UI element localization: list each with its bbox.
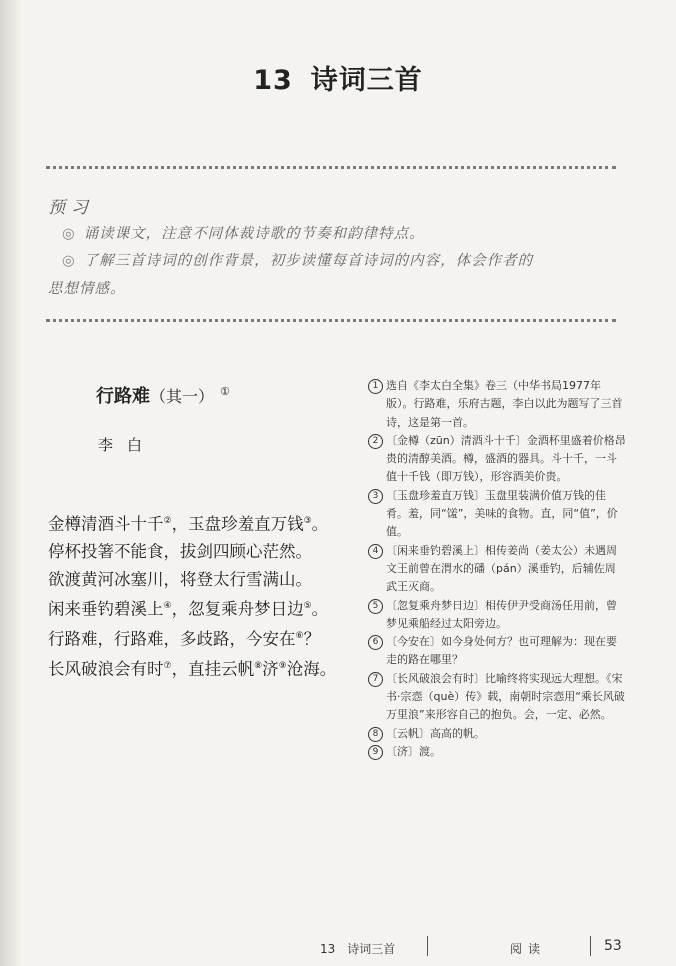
poem-title [96,382,230,408]
preview-item-2 [62,249,533,270]
page-spine-shadow [0,0,22,966]
preview-heading: 预习 [48,198,94,218]
lesson-title [0,58,676,97]
footnote-mark: 7 [368,672,383,687]
poem-line: 行路难，行路难，多歧路，今安在⑥？ [48,629,321,649]
footnote: 7 〔长风破浪会有时〕比喻终将实现远大理想。《宋书·宗悫（què）传》载，南朝时宗悫用“乘长风破万里浪”来形容自己的抱负。会，一定、必然。 [368,670,626,725]
poem-line: 欲渡黄河冰塞川，将登太行雪满山。 [48,569,312,589]
footnote-mark: 4 [368,544,383,559]
poem-author: 李白 [98,436,157,454]
bullet-icon: ◎ [62,253,76,269]
footnote-mark: 3 [368,489,383,504]
footnote-mark: 9 [368,745,383,760]
dotted-divider-bottom [46,319,616,322]
footer-divider [590,936,591,956]
footnote: 5 〔忽复乘舟梦日边〕相传伊尹受商汤任用前，曾梦见乘船经过太阳旁边。 [368,597,626,634]
dotted-divider-top [46,166,616,169]
footnote: 8 〔云帆〕高高的帆。 [368,725,626,743]
footnote: 4 〔闲来垂钓碧溪上〕相传姜尚（姜太公）未遇周文王前曾在渭水的磻（pán）溪垂钓，后辅佐周武王灭商。 [368,542,626,597]
preview-item-1 [62,222,425,243]
footnote-mark: 2 [368,434,383,449]
footer-chapter: 13 诗词三首 [320,942,396,956]
footnote: 6 〔今安在〕如今身处何方？也可理解为：现在要走的路在哪里？ [368,633,626,670]
footnote: 2 〔金樽（zūn）清酒斗十千〕金酒杯里盛着价格昂贵的清醇美酒。樽，盛酒的器具。斗十千，一斗值十千钱（即万钱），形容酒美价贵。 [368,432,626,487]
poem-title-main: 行路难 [96,386,150,407]
footer-divider [427,936,428,956]
poem-line: 长风破浪会有时⑦，直挂云帆⑧济⑨沧海。 [48,659,337,679]
footnote-mark: 1 [368,379,383,394]
poem-line: 停杯投箸不能食，拔剑四顾心茫然。 [48,542,312,562]
footnote-mark: 5 [368,599,383,614]
preview-item-1-text: 诵读课文，注意不同体裁诗歌的节奏和韵律特点。 [83,226,425,242]
lesson-number: 13 [253,65,293,96]
poem-title-note-mark: ① [220,385,230,398]
lesson-name: 诗词三首 [310,65,423,96]
footer-section: 阅读 [510,942,547,956]
footnotes [368,377,626,761]
footnote-mark: 8 [368,727,383,742]
footnote-mark: 6 [368,635,383,650]
bullet-icon: ◎ [62,226,76,242]
poem-body [48,508,358,684]
preview-item-2-cont: 思想情感。 [48,281,126,297]
preview-item-2-text: 了解三首诗词的创作背景，初步读懂每首诗词的内容，体会作者的 [83,253,534,269]
poem-line: 金樽清酒斗十千②，玉盘珍羞直万钱③。 [48,514,329,534]
page-number: 53 [604,938,622,954]
footnote: 1 选自《李太白全集》卷三（中华书局1977年版）。行路难，乐府古题，李白以此为题写了三首诗，这是第一首。 [368,377,626,432]
footnote: 9 〔济〕渡。 [368,743,626,761]
poem-line: 闲来垂钓碧溪上④，忽复乘舟梦日边⑤。 [48,599,329,619]
footnote: 3 〔玉盘珍羞直万钱〕玉盘里装满价值万钱的佳肴。羞，同“馐”，美味的食物。直，同“值”，价值。 [368,487,626,542]
poem-title-sub: （其一） [150,387,215,406]
